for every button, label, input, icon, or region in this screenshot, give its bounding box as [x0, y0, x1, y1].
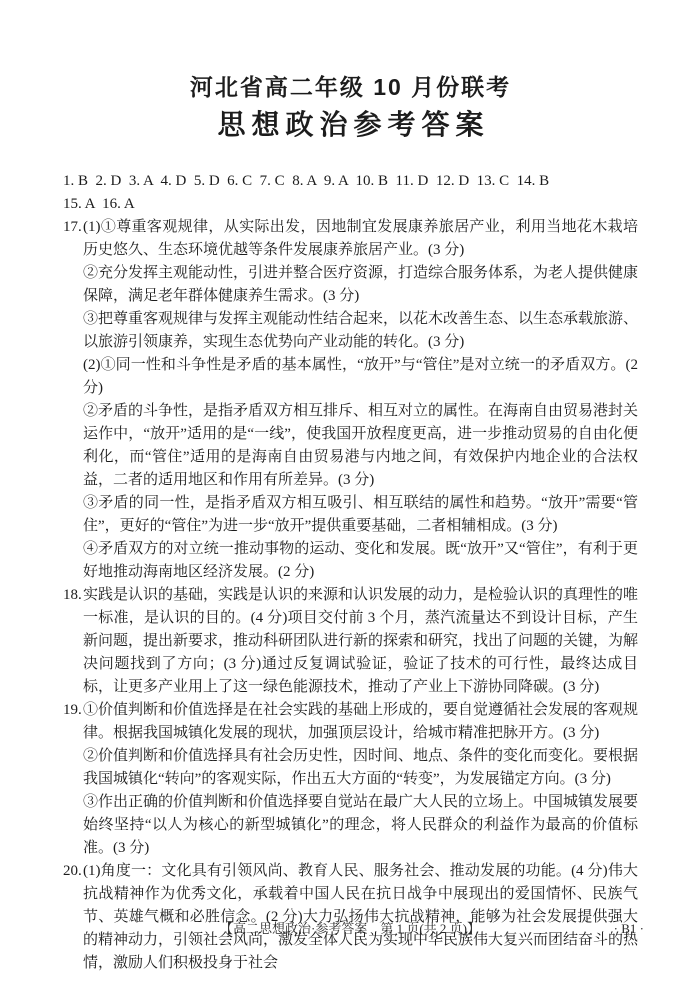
question-17-paragraph: ②矛盾的斗争性，是指矛盾双方相互排斥、相互对立的属性。在海南自由贸易港封关运作中，“放开”适用的是“一线”，使我国开放程度更高，进一步推动贸易的自由化便利化，而“管住”适用的是海南自由贸易港与内地之间，有效保护内地企业的合法权益，二者的适用地区和作用有所差异。(3 分)	[83, 403, 639, 488]
question-17-paragraph: (1)①尊重客观规律，从实际出发，因地制宜发展康养旅居产业，利用当地花木栽培历史悠久、生态环境优越等条件发展康养旅居产业。(3 分)	[83, 219, 638, 258]
question-18-paragraph: 实践是认识的基础，实践是认识的来源和认识发展的动力，是检验认识的真理性的唯一标准，是认识的目的。(4 分)项目交付前 3 个月，蒸汽流量达不到设计目标，产生新问题，提出新要求，推动科研团队进行新的探索和研究，找出了问题的关键，为解决问题找到了方向；(3 分)通过反复调试验证，验证了技术的可行性，最终达成目标，让更多产业用上了这一绿色能源技术，推动了产业上下游协同降碳。(3 分)	[83, 587, 639, 695]
question-17	[63, 216, 638, 584]
question-20-paragraph: (1)角度一：文化具有引领风尚、教育人民、服务社会、推动发展的功能。(4 分)伟大抗战精神作为优秀文化，承载着中国人民在抗日战争中展现出的爱国情怀、民族气节、英雄气概和必胜信念。(2 分)大力弘扬伟大抗战精神，能够为社会发展提供强大的精神动力，引领社会风尚，激发全体人民为实现中华民族伟大复兴而团结奋斗的热情，激励人们积极投身于社会	[83, 863, 639, 971]
question-18-number: 18.	[63, 587, 82, 603]
question-17-number: 17.	[63, 219, 82, 235]
question-17-paragraph: ②充分发挥主观能动性，引进并整合医疗资源，打造综合服务体系，为老人提供健康保障，满足老年群体健康养生需求。(3 分)	[83, 265, 639, 304]
page-footer	[0, 918, 700, 940]
footer-paper-code: · B1 ·	[613, 921, 644, 936]
answer-key-line-2: 15. A 16. A	[63, 196, 135, 212]
question-19	[63, 699, 638, 860]
question-17-paragraph: ③把尊重客观规律与发挥主观能动性结合起来，以花木改善生态、以生态承载旅游、以旅游引领康养，实现生态优势向产业动能的转化。(3 分)	[83, 311, 639, 350]
question-20-number: 20.	[63, 863, 82, 879]
question-19-paragraph: ③作出正确的价值判断和价值选择要自觉站在最广大人民的立场上。中国城镇发展要始终坚持“以人为核心的新型城镇化”的理念，将人民群众的利益作为最高的价值标准。(3 分)	[83, 794, 639, 856]
question-19-paragraph: ②价值判断和价值选择具有社会历史性，因时间、地点、条件的变化而变化。要根据我国城镇化“转向”的客观实际，作出五大方面的“转变”，为发展锚定方向。(3 分)	[83, 748, 639, 787]
question-18	[63, 584, 638, 699]
question-19-paragraph: ①价值判断和价值选择是在社会实践的基础上形成的，要自觉遵循社会发展的客观规律。根据我国城镇化发展的现状，加强顶层设计，给城市精准把脉开方。(3 分)	[83, 702, 639, 741]
question-17-paragraph: ④矛盾双方的对立统一推动事物的运动、变化和发展。既“放开”又“管住”，有利于更好地推动海南地区经济发展。(2 分)	[83, 541, 638, 580]
exam-title: 河北省高二年级 10 月份联考	[189, 74, 512, 100]
exam-subtitle: 思想政治参考答案	[217, 109, 490, 140]
question-19-number: 19.	[63, 702, 82, 718]
answer-key-line-1: 1. B 2. D 3. A 4. D 5. D 6. C 7. C 8. A 9. A 10. B 11. D 12. D 13. C 14. B	[63, 173, 550, 189]
question-17-paragraph: (2)①同一性和斗争性是矛盾的基本属性，“放开”与“管住”是对立统一的矛盾双方。(2 分)	[83, 357, 638, 396]
footer-page-label: 【高二思想政治·参考答案 第 1 页(共 2 页)】	[220, 921, 480, 936]
question-17-paragraph: ③矛盾的同一性，是指矛盾双方相互吸引、相互联结的属性和趋势。“放开”需要“管住”，更好的“管住”为进一步“放开”提供重要基础，二者相辅相成。(3 分)	[83, 495, 638, 534]
